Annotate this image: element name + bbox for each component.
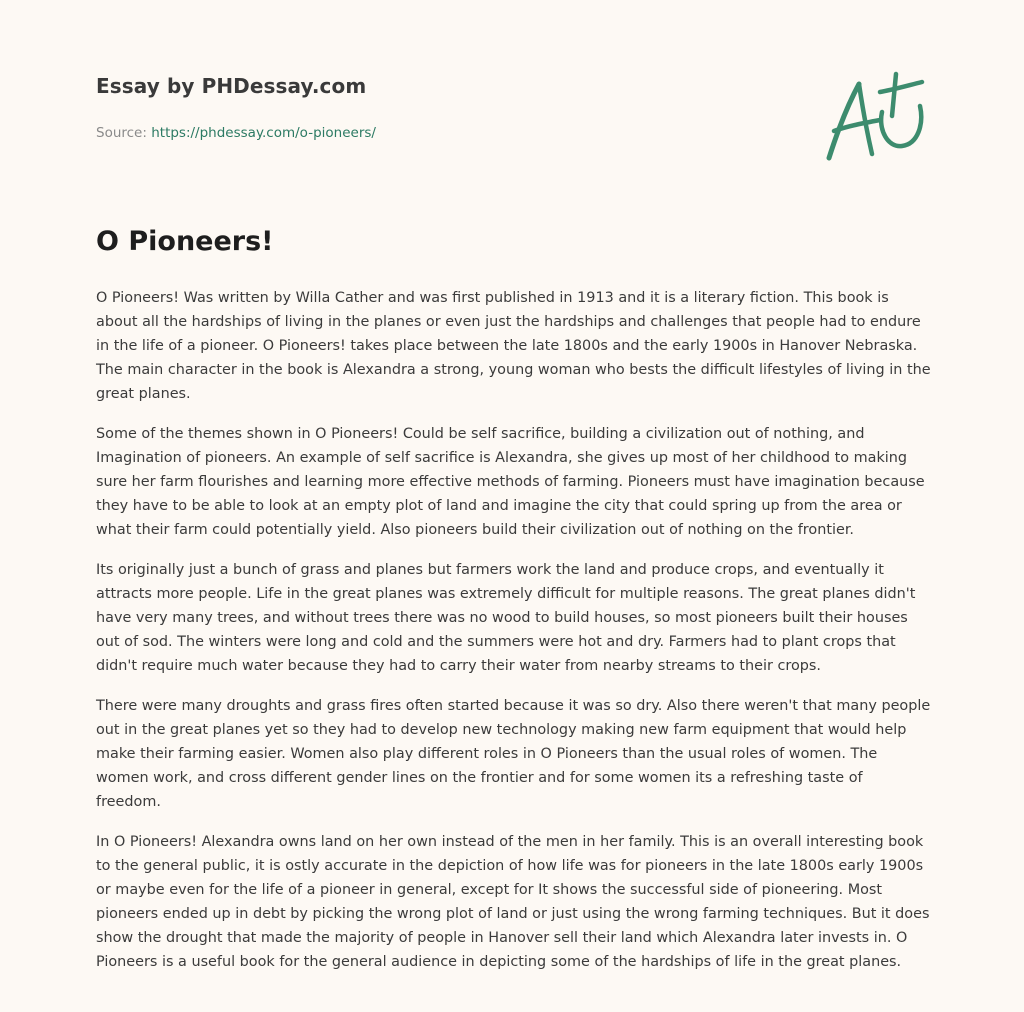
- source-line: [96, 125, 376, 141]
- page-header: [96, 74, 916, 141]
- essay-paragraph: Some of the themes shown in O Pioneers! Could be self sacrifice, building a civilization out of nothing, and Imagination of pioneers. An example of self sacrifice is Alexandra, she gives up most of her childhood to making sure her farm flourishes and learning more effective methods of farming. Pioneers must have imagination because they have to be able to look at an empty plot of land and imagine the city that could spring up from the area or what their farm could potentially yield. Also pioneers build their civilization out of nothing on the frontier.: [96, 426, 925, 538]
- source-link[interactable]: https://phdessay.com/o-pioneers/: [151, 125, 376, 141]
- essay-paragraph: O Pioneers! Was written by Willa Cather and was first published in 1913 and it is a literary fiction. This book is about all the hardships of living in the planes or even just the hardships and challenges that people had to endure in the life of a pioneer. O Pioneers! takes place between the late 1800s and the early 1900s in Hanover Nebraska. The main character in the book is Alexandra a strong, young woman who bests the difficult lifestyles of living in the great planes.: [96, 290, 931, 402]
- a-plus-grade-icon: [822, 68, 928, 164]
- essay-paragraph: There were many droughts and grass fires often started because it was so dry. Also there weren't that many people out in the great planes yet so they had to develop new technology making new farm equipment that would help make their farming easier. Women also play different roles in O Pioneers than the usual roles of women. The women work, and cross different gender lines on the frontier and for some women its a refreshing taste of freedom.: [96, 698, 931, 810]
- essay-paragraph: Its originally just a bunch of grass and planes but farmers work the land and produce crops, and eventually it attracts more people. Life in the great planes was extremely difficult for multiple reasons. The great planes didn't have very many trees, and without trees there was no wood to build houses, so most pioneers built their houses out of sod. The winters were long and cold and the summers were hot and dry. Farmers had to plant crops that didn't require much water because they had to carry their water from nearby streams to their crops.: [96, 562, 916, 674]
- essay-title: O Pioneers!: [96, 226, 274, 257]
- essay-body: [96, 286, 932, 990]
- source-label: Source:: [96, 125, 147, 141]
- site-brand: Essay by PHDessay.com: [96, 74, 367, 98]
- essay-paragraph: In O Pioneers! Alexandra owns land on her own instead of the men in her family. This is an overall interesting book to the general public, it is ostly accurate in the depiction of how life was for pioneers in the late 1800s early 1900s or maybe even for the life of a pioneer in general, except for It shows the successful side of pioneering. Most pioneers ended up in debt by picking the wrong plot of land or just using the wrong farming techniques. But it does show the drought that made the majority of people in Hanover sell their land which Alexandra later invests in. O Pioneers is a useful book for the general audience in depicting some of the hardships of life in the great planes.: [96, 834, 930, 970]
